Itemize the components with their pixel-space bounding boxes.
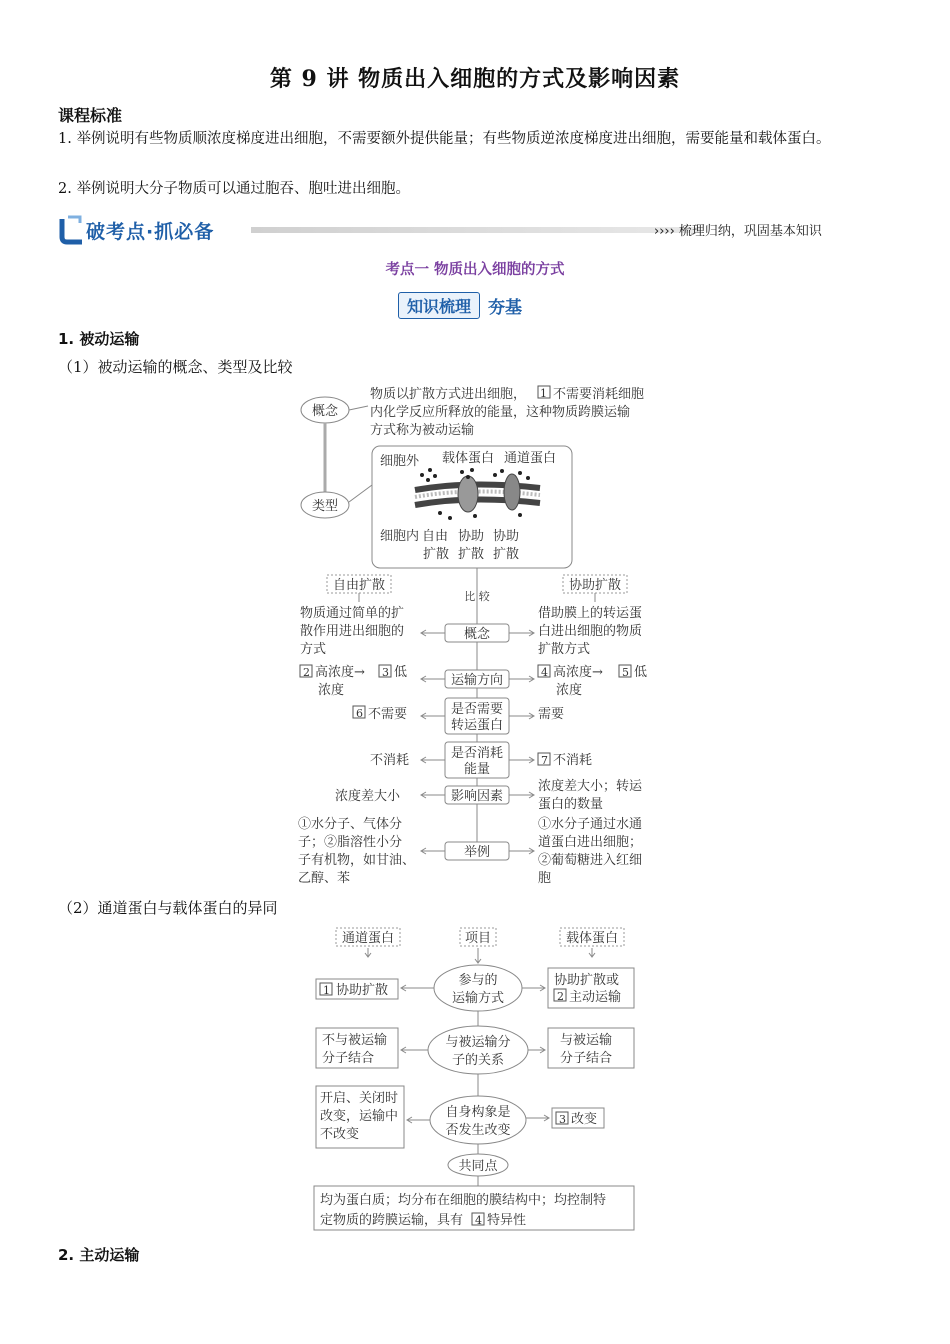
row-concept-right-1: 借助膜上的转运蛋 — [538, 606, 643, 621]
blank-3: 3 — [382, 666, 389, 679]
row-example-left-1: ①水分子、气体分 — [298, 817, 403, 832]
fac-label-1: 协助 — [458, 529, 485, 544]
row-factor-right-2: 蛋白的数量 — [538, 797, 604, 812]
row-concept-left-2: 散作用进出细胞的 — [300, 624, 405, 639]
carrier-label: 载体蛋白 — [442, 451, 495, 466]
badge-label: 知识梳理 — [398, 292, 480, 319]
row-dir-right-2: 低 — [634, 665, 648, 680]
d2-blank-2: 2 — [557, 990, 564, 1003]
blank-5: 5 — [622, 666, 629, 679]
row-concept-left-1: 物质通过简单的扩 — [300, 606, 405, 621]
free-label-2: 扩散 — [423, 547, 450, 562]
standard-1: 1. 举例说明有些物质顺浓度梯度进出细胞，不需要额外提供能量；有些物质逆浓度梯度进出细胞，需要能量和载体蛋白。 — [58, 131, 831, 147]
row-energy-left: 不消耗 — [370, 753, 410, 768]
d2-r2-right-2: 分子结合 — [560, 1051, 613, 1066]
d2-r2-left-1: 不与被运输 — [322, 1033, 388, 1048]
section-1-heading: 1. 被动运输 — [58, 330, 140, 348]
section-2-heading: 2. 主动运输 — [58, 1246, 140, 1264]
d2-common-line-2: 定物质的跨膜运输，具有 — [320, 1213, 464, 1228]
row-concept-right-2: 白进出细胞的物质 — [538, 624, 643, 639]
concept-line-1b: 不需要消耗细胞 — [553, 387, 645, 402]
d2-r1-right-1: 协助扩散或 — [554, 973, 620, 988]
badge-tail: 夯基 — [488, 297, 523, 318]
free-head-label: 自由扩散 — [332, 578, 386, 593]
d2-r3-mid-2: 否发生改变 — [445, 1123, 511, 1138]
passive-transport-diagram — [290, 380, 670, 895]
row-energy-right: 不消耗 — [553, 753, 593, 768]
free-label-1: 自由 — [422, 529, 449, 544]
d2-r2-right-1: 与被运输 — [560, 1033, 613, 1048]
subsection-1-heading: （1）被动运输的概念、类型及比较 — [58, 358, 293, 376]
concept-line-1: 物质以扩散方式进出细胞， — [370, 387, 527, 402]
d2-r3-left-1: 开启、关闭时 — [320, 1091, 399, 1106]
row-factor-left: 浓度差大小 — [335, 789, 401, 804]
banner-title: 破考点·抓必备 — [86, 220, 215, 243]
standard-2: 2. 举例说明大分子物质可以通过胞吞、胞吐进出细胞。 — [58, 181, 410, 197]
row-example-left-4: 乙醇、苯 — [298, 871, 351, 886]
row-example-right-1: ①水分子通过水通 — [538, 817, 643, 832]
d2-r1-mid-2: 运输方式 — [451, 991, 505, 1006]
inside-label: 细胞内 — [380, 529, 420, 544]
standards-heading: 课程标准 — [58, 106, 123, 125]
row-example-right-2: 道蛋白进出细胞； — [538, 835, 643, 850]
row-dir-mid: 运输方向 — [450, 673, 504, 688]
row-factor-mid: 影响因素 — [450, 789, 504, 804]
fac-head-label: 协助扩散 — [568, 578, 622, 593]
row-dir-left-3: 浓度 — [318, 683, 345, 698]
blank-2: 2 — [303, 666, 310, 679]
d2-common-line-3: 特异性 — [487, 1213, 527, 1228]
d2-r3-right: 改变 — [571, 1112, 598, 1127]
fac-label-2: 扩散 — [458, 547, 485, 562]
d2-r1-mid-1: 参与的 — [458, 973, 498, 988]
d2-blank-4: 4 — [475, 1214, 482, 1227]
blank-7: 7 — [541, 754, 548, 767]
banner-bracket-icon — [58, 215, 84, 245]
row-energy-mid-1: 是否消耗 — [450, 746, 504, 761]
row-concept-right-3: 扩散方式 — [538, 642, 591, 657]
d2-r3-left-3: 不改变 — [320, 1127, 360, 1142]
subsection-2-heading: （2）通道蛋白与载体蛋白的异同 — [58, 899, 278, 917]
concept-label: 概念 — [311, 404, 339, 419]
row-protein-mid-1: 是否需要 — [450, 702, 504, 717]
blank-4: 4 — [541, 666, 548, 679]
d2-r3-mid-1: 自身构象是 — [445, 1105, 511, 1120]
d2-r2-left-2: 分子结合 — [322, 1051, 375, 1066]
banner-subtitle: ›››› 梳理归纳，巩固基本知识 — [654, 224, 822, 239]
section-banner — [58, 214, 878, 246]
d2-common-line-1: 均为蛋白质；均分布在细胞的膜结构中；均控制特 — [320, 1193, 607, 1208]
row-concept-mid: 概念 — [463, 627, 491, 642]
row-example-left-2: 子；②脂溶性小分 — [298, 835, 403, 850]
d2-blank-3: 3 — [559, 1113, 566, 1126]
d2-right-head: 载体蛋白 — [565, 931, 619, 946]
d2-mid-head: 项目 — [464, 931, 492, 946]
channel-carrier-diagram — [308, 922, 642, 1234]
blank-1-num: 1 — [540, 387, 547, 400]
row-dir-right-3: 浓度 — [556, 683, 583, 698]
d2-r1-right-2: 主动运输 — [569, 990, 622, 1005]
row-example-mid: 举例 — [463, 845, 491, 860]
row-factor-right-1: 浓度差大小；转运 — [538, 779, 643, 794]
row-concept-left-3: 方式 — [300, 642, 327, 657]
blank-6: 6 — [356, 707, 363, 720]
row-energy-mid-2: 能量 — [463, 762, 491, 777]
row-protein-right: 需要 — [538, 707, 565, 722]
row-example-right-3: ②葡萄糖进入红细 — [538, 853, 643, 868]
page-title: 第 9 讲 物质出入细胞的方式及影响因素 — [269, 66, 681, 92]
row-protein-left: 不需要 — [368, 707, 408, 722]
fac-label-4: 扩散 — [493, 547, 520, 562]
row-example-right-4: 胞 — [538, 871, 552, 886]
d2-r1-left: 协助扩散 — [336, 983, 389, 998]
row-protein-mid-2: 转运蛋白 — [450, 718, 504, 733]
d2-r3-left-2: 改变，运输中 — [320, 1109, 399, 1124]
row-dir-right-1: 高浓度→ — [553, 665, 603, 680]
d2-blank-1: 1 — [323, 984, 330, 997]
knowledge-badge — [398, 290, 522, 320]
banner-divider — [251, 227, 701, 233]
d2-r2-mid-2: 子的关系 — [451, 1053, 505, 1068]
fac-label-3: 协助 — [493, 529, 520, 544]
outside-label: 细胞外 — [380, 454, 420, 469]
concept-line-2: 内化学反应所释放的能量，这种物质跨膜运输 — [370, 405, 631, 420]
channel-label: 通道蛋白 — [504, 451, 557, 466]
row-example-left-3: 子有机物，如甘油、 — [298, 853, 416, 868]
row-dir-left-1: 高浓度→ — [315, 665, 365, 680]
d2-common-label: 共同点 — [458, 1159, 498, 1174]
kaodian-heading: 考点一 物质出入细胞的方式 — [385, 262, 565, 278]
d2-r2-mid-1: 与被运输分 — [445, 1035, 511, 1050]
d2-left-head: 通道蛋白 — [341, 931, 395, 946]
row-dir-left-2: 低 — [394, 665, 408, 680]
compare-label: 比 较 — [464, 590, 490, 603]
concept-line-3: 方式称为被动运输 — [370, 423, 475, 438]
type-label: 类型 — [311, 499, 339, 514]
